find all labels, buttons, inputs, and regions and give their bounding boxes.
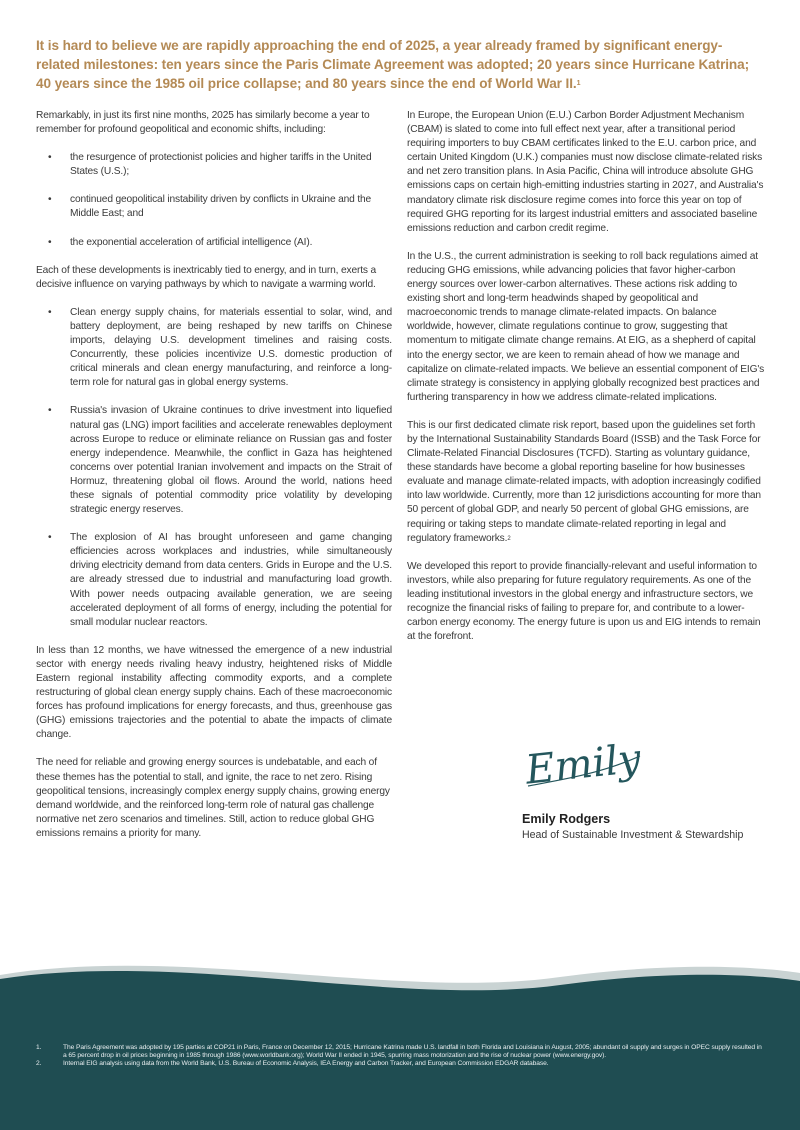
footnote-2: 2. Internal EIG analysis using data from the World Bank, U.S. Bureau of Economic Analysis, IEA Energy and Carbon Tracker, and European Commission EDGAR database.	[36, 1060, 549, 1068]
signatory-name: Emily Rodgers	[522, 812, 611, 826]
bullet-icon: •	[48, 405, 52, 417]
developed-paragraph: We developed this report to provide financially-relevant and useful information to investors, while also preparing for future regulatory requirements. As one of the leading institutional investors in the global energy and infrastructure sectors, we recognize the financial risks of failing to prepare for, and contribute to a lower-carbon energy economy. The energy future is upon us and EIG intends to remain at the forefront.	[407, 560, 761, 643]
headline-footnote-ref[interactable]: 1	[576, 80, 581, 87]
list-item: • Clean energy supply chains, for materials essential to solar, wind, and battery deployment, are being reshaped by new tariffs on Chinese imports, delaying U.S. development timelines and raising costs. Concurrently, these policies incentivize U.S. domestic production of critical minerals and clean energy manufacturing, and reinforce a long-term role for natural gas in global energy systems.	[48, 306, 392, 389]
bullet-icon: •	[48, 306, 52, 318]
energy-intro-paragraph: Each of these developments is inextricably tied to energy, and in turn, exerts a decisive influence on varying pathways by which to navigate a warming world.	[36, 264, 377, 290]
list-item: • the resurgence of protectionist policies and higher tariffs in the United States (U.S.);	[48, 152, 372, 178]
headline-text: It is hard to believe we are rapidly approaching the end of 2025, a year already framed by significant energy-related milestones: ten years since the Paris Climate Agreement was adopted; 20 years since Hurricane Katrina; 40 years since the 1985 oil price collapse; and 80 years since the end of World War II.	[36, 38, 750, 91]
list-item: • continued geopolitical instability driven by conflicts in Ukraine and the Middle East; and	[48, 194, 372, 220]
footer-wave	[0, 955, 800, 1130]
energy-bullets-list	[36, 306, 392, 630]
bullet-icon: •	[48, 152, 52, 164]
bullet-icon: •	[48, 532, 52, 544]
report-paragraph: This is our first dedicated climate risk report, based upon the guidelines set forth by the International Sustainability Standards Board (ISSB) and the Task Force for Climate-Related Financial Disclosures (TCFD). Starting as voluntary guidance, these standards have become a global reporting baseline for how businesses evaluate and manage climate-related impacts, with adoption increasingly codified into law worldwide. Currently, more than 12 jurisdictions accounting for more than 50 percent of global GDP, and nearly 50 percent of global GHG emissions, are requiring or taking steps to mandate climate-related reporting in legal and regulatory frameworks.$^2$	[407, 419, 761, 544]
right-column	[407, 109, 765, 658]
list-item: • Russia's invasion of Ukraine continues to drive investment into liquefied natural gas (LNG) import facilities and accelerate renewables deployment across Europe to reduce or eliminate reliance on Russian gas and foster energy independence. Meanwhile, the conflict in Gaza has heightened concerns over potential Iranian involvement and impacts on the Strait of Hormuz, threatening global oil flows. Around the world, nations heed these signals of potential commodity price volatility by developing strategic energy reserves.	[48, 405, 392, 516]
footnote-1: 1. The Paris Agreement was adopted by 195 parties at COP21 in Paris, France on December 12, 2015; Hurricane Katrina made U.S. landfall in both Florida and Louisiana in August, 2005; abundant oil supply and surges in OPEC supply resulted in a 65 percent drop in oil prices beginning in 1985 through 1986 (www.worldbank.org); World War II ended in 1945, spurring mass motorization and the rise of nuclear power (www.energy.gov).	[36, 1044, 762, 1060]
list-item: • the exponential acceleration of artificial intelligence (AI).	[36, 236, 392, 250]
page-headline	[36, 36, 766, 93]
handwritten-signature	[520, 730, 660, 800]
list-item: • The explosion of AI has brought unforeseen and game changing efficiencies across workplaces and industries, while simultaneously driving electricity demand from data centers. Grids in Europe and the U.S. are already stressed due to industrial and manufacturing load growth. With power needs outpacing available generation, we are seeing accelerated deployment of all forms of energy, including the potential for small modular nuclear reactors.	[48, 532, 392, 628]
europe-paragraph: In Europe, the European Union (E.U.) Carbon Border Adjustment Mechanism (CBAM) is slated to come into full effect next year, after a transitional period requiring importers to buy CBAM certificates linked to the E.U. carbon price, and certain United Kingdom (U.K.) companies must now disclose climate-related risks and net zero transition plans. In Asia Pacific, China will introduce absolute GHG emissions caps on certain high-emitting industries starting in 2027, and Australia's mandatory climate risk disclosure regime comes into force this year on top of required GHG reporting for its largest industrial emitters and associated baseline emissions reduction and carbon credit regime.	[407, 110, 764, 234]
us-paragraph: In the U.S., the current administration is seeking to roll back regulations aimed at reducing GHG emissions, while advancing policies that favor higher-carbon energy sources over lower-carbon alternatives. These actions risk adding to existing short and long-term headwinds shaped by geopolitical and macroeconomic trends to manage climate-related impacts. On balance worldwide, however, climate regulations continue to grow, suggesting that momentum to mitigate climate change remains. At EIG, as a shepherd of capital into the energy sector, we are keen to remain ahead of how we manage and capitalize on climate-related impacts. We believe an essential component of EIG's climate strategy is consistency in applying globally recognized best practices and furthering transparency in how we address climate-related implications.	[407, 250, 765, 403]
bullet-icon: •	[48, 194, 52, 206]
footnotes	[36, 1044, 766, 1069]
signatory-title: Head of Sustainable Investment & Stewardship	[522, 829, 744, 841]
bullet-icon: •	[48, 236, 52, 248]
twelve-months-paragraph: In less than 12 months, we have witnessed the emergence of a new industrial sector with energy needs rivaling heavy industry, heightened risks of Middle Eastern regional instability affecting commodity exports, and a complete restructuring of global clean energy supply chains. Each of these macroeconomic forces has profound implications for energy forecasts, and thus, greenhouse gas (GHG) emissions trajectories and the potential to abate the impacts of climate change.	[36, 644, 392, 741]
shifts-list	[36, 151, 392, 249]
report-footnote-ref[interactable]: 2	[507, 535, 511, 542]
signature-script: Emily	[523, 735, 643, 794]
intro-paragraph: Remarkably, in just its first nine months, 2025 has similarly become a year to remember for profound geopolitical and economic shifts, including:	[36, 110, 370, 136]
left-column	[36, 109, 392, 855]
energy-need-paragraph: The need for reliable and growing energy sources is undebatable, and each of these themes has the potential to stall, and ignite, the race to net zero. Rising geopolitical tensions, increasingly complex energy supply chains, growing energy demand worldwide, and the reinforced long-term role of natural gas challenge normative net zero scenarios and timelines. Still, action to reduce global GHG emissions remains a priority for many.	[36, 757, 390, 839]
